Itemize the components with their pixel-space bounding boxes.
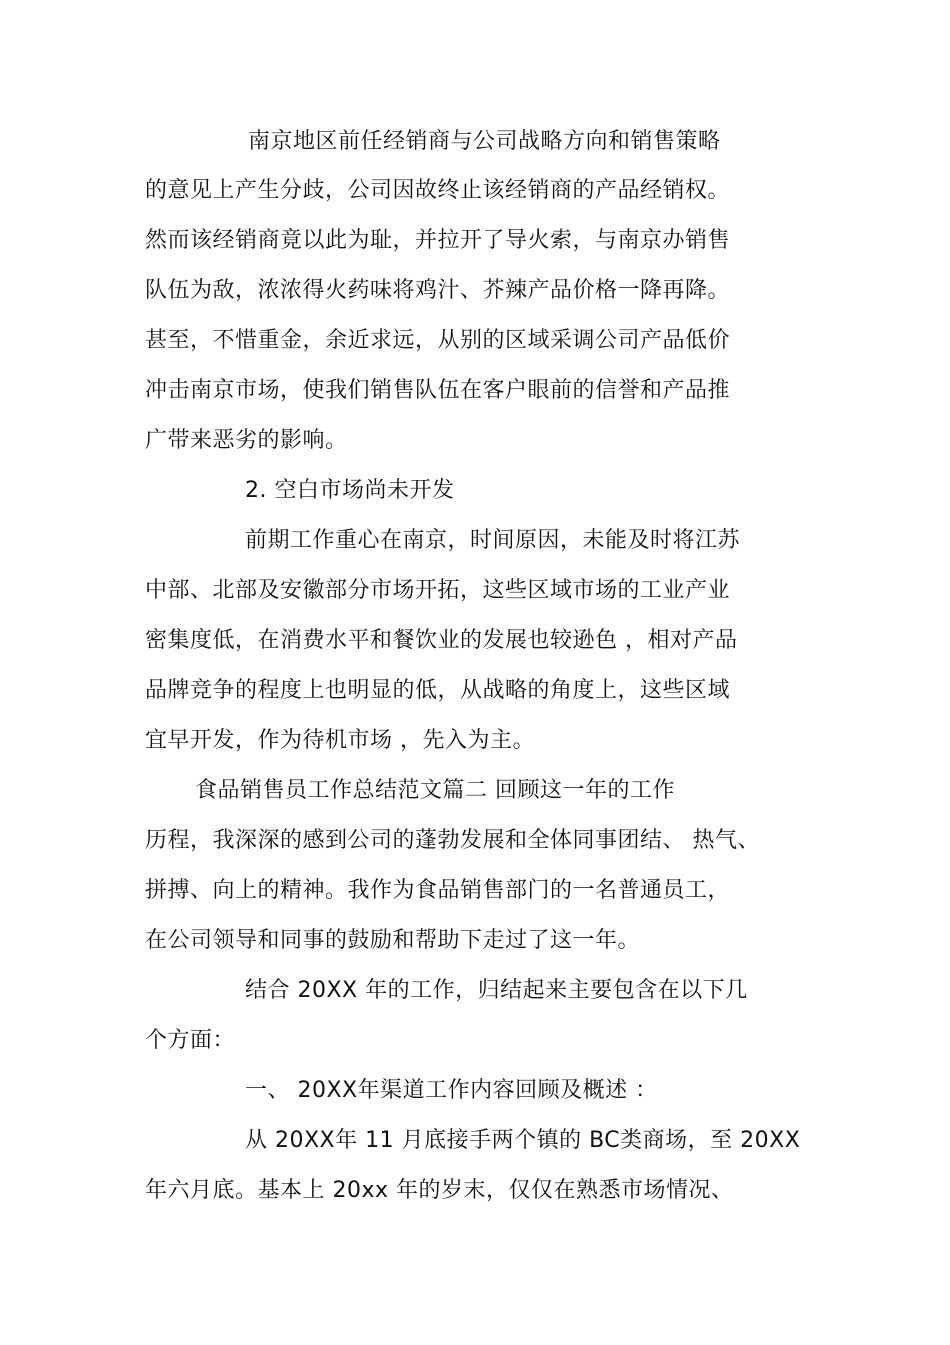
section-heading-1: 一、 20XX年渠道工作内容回顾及概述 ：: [245, 1078, 658, 1103]
text-line-19: 个方面：: [145, 1028, 236, 1053]
text-line-10: 中部、北部及安徽部分市场开拓，这些区域市场的工业产业: [145, 578, 731, 603]
text-line-6: 冲击南京市场，使我们销售队伍在客户眼前的信誉和产品推: [145, 378, 731, 403]
text-line-22: 年六月底。基本上 20xx 年的岁末，仅仅在熟悉市场情况、: [145, 1178, 734, 1203]
text-line-3: 然而该经销商竟以此为耻，并拉开了导火索，与南京办销售: [145, 228, 731, 253]
text-line-4: 队伍为敌，浓浓得火药味将鸡汁、芥辣产品价格一降再降。: [145, 278, 731, 303]
text-line-11: 密集度低，在消费水平和餐饮业的发展也较逊色 ，相对产品: [145, 628, 738, 653]
text-line-13: 宜早开发，作为待机市场 ，先入为主。: [145, 728, 535, 753]
text-line-12: 品牌竞争的程度上也明显的低，从战略的角度上，这些区域: [145, 678, 731, 703]
text-line-5: 甚至，不惜重金，余近求远，从别的区域采调公司产品低价: [145, 328, 731, 353]
article-title-line: 食品销售员工作总结范文篇二 回顾这一年的工作: [195, 778, 675, 803]
text-line-2: 的意见上产生分歧，公司因故终止该经销商的产品经销权。: [145, 178, 731, 203]
text-line-1: 南京地区前任经销商与公司战略方向和销售策略: [248, 129, 721, 154]
text-line-9: 前期工作重心在南京，时间原因，未能及时将江苏: [245, 528, 741, 553]
text-line-7: 广带来恶劣的影响。: [145, 428, 348, 453]
text-line-17: 在公司领导和同事的鼓励和帮助下走过了这一年。: [145, 928, 641, 953]
section-heading-2: 2. 空白市场尚未开发: [245, 478, 455, 503]
text-line-18: 结合 20XX 年的工作，归结起来主要包含在以下几: [245, 978, 748, 1003]
text-line-15: 历程，我深深的感到公司的蓬勃发展和全体同事团结、 热气、: [145, 828, 760, 853]
text-line-21: 从 20XX年 11 月底接手两个镇的 BC类商场，至 20XX: [245, 1128, 801, 1153]
text-line-16: 拼搏、向上的精神。我作为食品销售部门的一名普通员工，: [145, 878, 731, 903]
